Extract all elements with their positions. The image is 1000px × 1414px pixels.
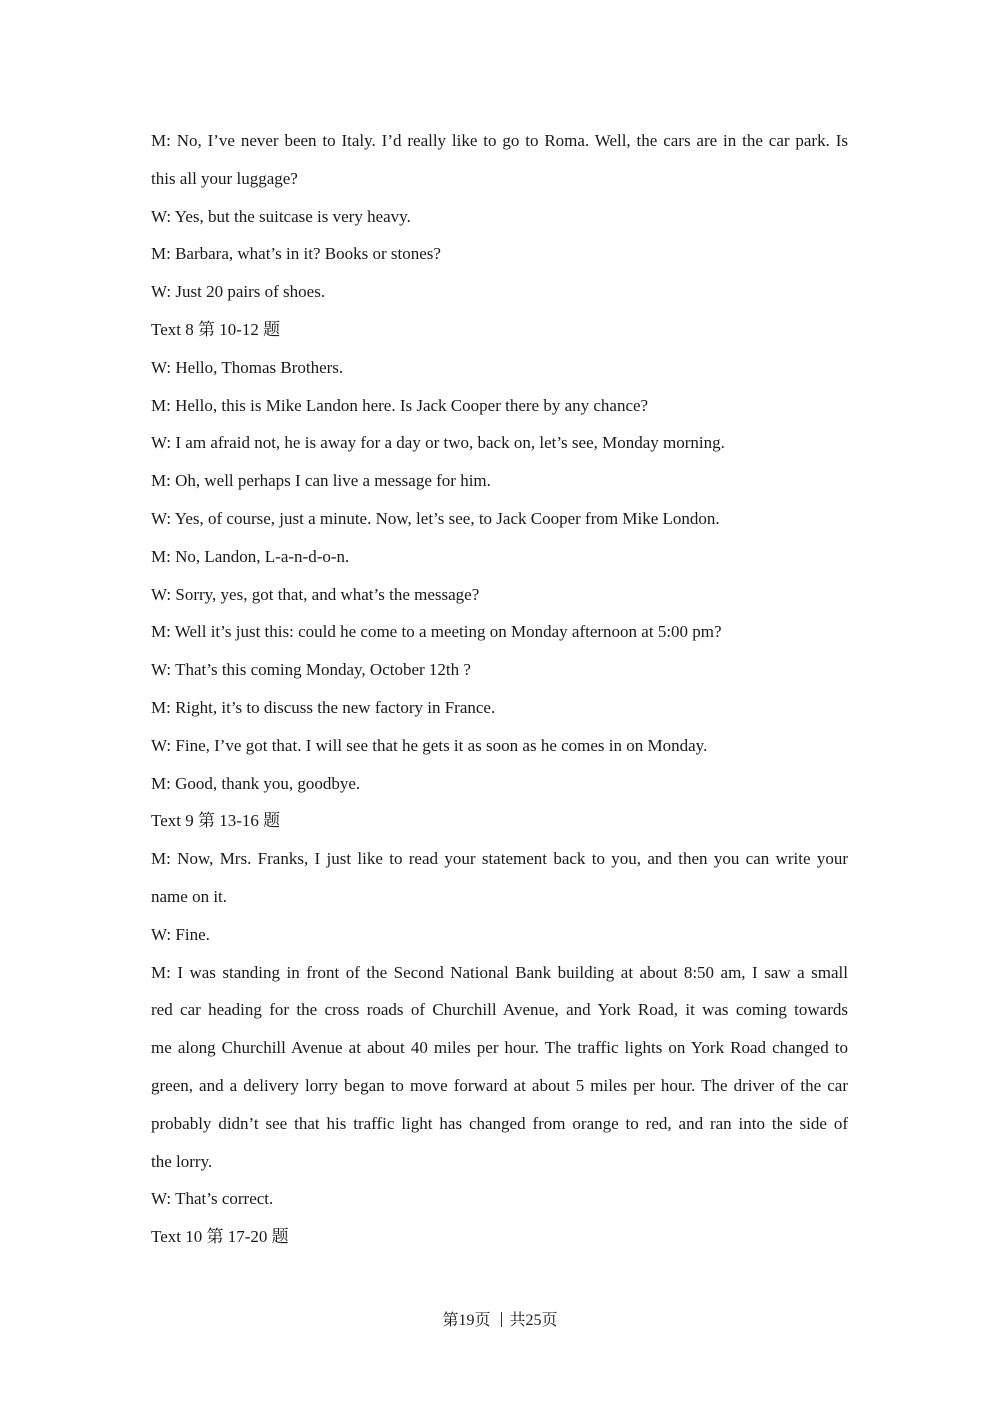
page-total: 共25页 — [509, 1312, 558, 1329]
text-line: this all your luggage? — [151, 168, 298, 188]
text-line: M: I was standing in front of the Second National Bank building at about 8:50 am, I saw a small — [151, 962, 848, 982]
text-line: Text 8 第 10-12 题 — [151, 319, 281, 339]
text-line: W: Yes, of course, just a minute. Now, let’s see, to Jack Cooper from Mike London. — [151, 508, 720, 528]
text-line: W: I am afraid not, he is away for a day or two, back on, let’s see, Monday morning. — [151, 433, 725, 453]
page-footer — [0, 1309, 1000, 1333]
text-line: Text 9 第 13-16 题 — [151, 811, 281, 831]
text-line: M: Good, thank you, goodbye. — [151, 773, 361, 793]
text-line: the lorry. — [151, 1151, 213, 1171]
text-line: W: Fine, I’ve got that. I will see that he gets it as soon as he comes in on Monday. — [151, 735, 708, 755]
footer-separator — [501, 1312, 502, 1327]
text-line: M: No, I’ve never been to Italy. I’d really like to go to Roma. Well, the cars are in the car park. Is — [151, 131, 848, 150]
text-line: M: Well it’s just this: could he come to a meeting on Monday afternoon at 5:00 pm? — [151, 622, 722, 642]
text-line: M: Barbara, what’s in it? Books or stones? — [151, 244, 441, 264]
text-line: W: That’s this coming Monday, October 12th ? — [151, 660, 471, 680]
text-line: W: Fine. — [151, 924, 210, 944]
text-line: M: Right, it’s to discuss the new factory in France. — [151, 697, 496, 717]
text-line: W: That’s correct. — [151, 1189, 274, 1209]
text-line: W: Just 20 pairs of shoes. — [151, 282, 326, 302]
text-line: probably didn’t see that his traffic light has changed from orange to red, and ran into the side of — [151, 1113, 848, 1133]
text-line: me along Churchill Avenue at about 40 miles per hour. The traffic lights on York Road changed to — [151, 1038, 848, 1058]
text-line: M: No, Landon, L-a-n-d-o-n. — [151, 546, 350, 566]
text-line: W: Hello, Thomas Brothers. — [151, 357, 344, 377]
text-line: name on it. — [151, 886, 228, 906]
text-line: red car heading for the cross roads of Churchill Avenue, and York Road, it was coming towards — [151, 1000, 848, 1020]
text-line: M: Hello, this is Mike Landon here. Is Jack Cooper there by any chance? — [151, 395, 649, 415]
document-body — [151, 122, 848, 1256]
text-line: W: Sorry, yes, got that, and what’s the message? — [151, 584, 480, 604]
text-line: M: Oh, well perhaps I can live a message for him. — [151, 471, 491, 491]
page-number: 第19页 — [442, 1312, 491, 1329]
text-line: M: Now, Mrs. Franks, I just like to read your statement back to you, and then you can write your — [151, 849, 848, 869]
text-line: W: Yes, but the suitcase is very heavy. — [151, 206, 411, 226]
text-line: green, and a delivery lorry began to move forward at about 5 miles per hour. The driver of the car — [151, 1075, 848, 1095]
text-line: Text 10 第 17-20 题 — [151, 1227, 289, 1247]
